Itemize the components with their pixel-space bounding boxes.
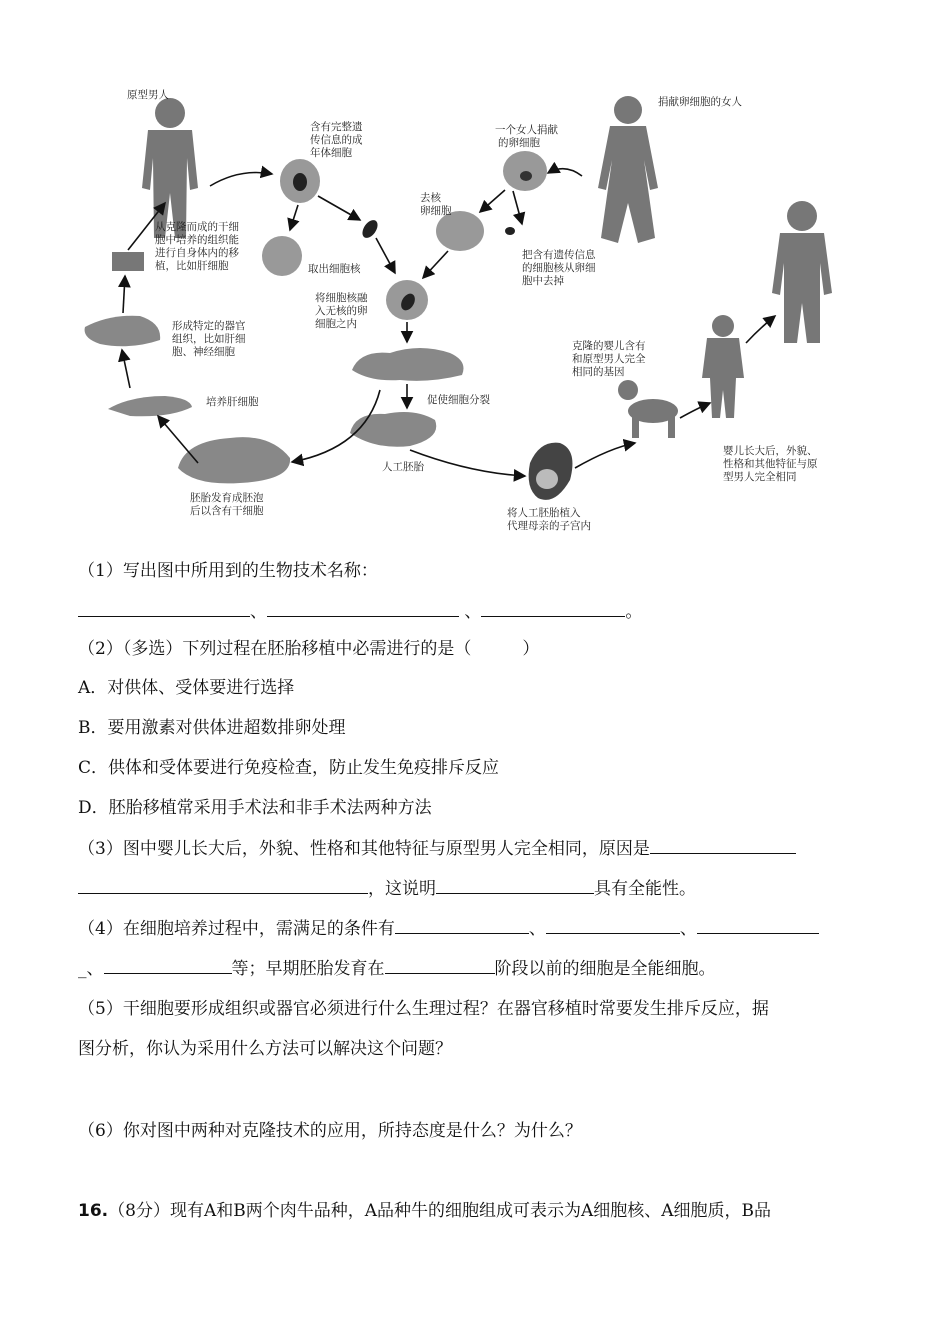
label-somatic-cell-2: 传信息的成 — [310, 134, 363, 146]
period: 。 — [625, 602, 643, 622]
surrogate-uterus — [529, 443, 573, 500]
donated-egg-cell — [503, 151, 547, 191]
label-grown-2: 性格和其他特征与原 — [723, 458, 818, 470]
question-4-line-1 — [78, 917, 819, 940]
answer-blank-4-3[interactable] — [697, 917, 819, 934]
label-egg-donate-2: 的卵细胞 — [498, 137, 540, 149]
label-remove-nucleus-3: 胞中去掉 — [522, 275, 564, 287]
label-somatic-cell-3: 年体细胞 — [310, 147, 352, 159]
label-organ-1: 形成特定的器官 — [172, 320, 246, 332]
dividing-cell-cluster — [352, 348, 464, 381]
label-fuse-2: 入无核的卵 — [315, 305, 368, 317]
question-6: （6）你对图中两种对克隆技术的应用，所持态度是什么？为什么？ — [78, 1121, 582, 1141]
child-figure — [702, 315, 744, 418]
crawling-baby-figure — [618, 380, 678, 438]
label-grown-3: 型男人完全相同 — [723, 471, 797, 483]
cloning-process-diagram — [70, 78, 890, 538]
label-culture-liver: 培养肝细胞 — [206, 396, 259, 408]
label-remove-nucleus-1: 把含有遗传信息 — [522, 249, 596, 261]
enucleated-egg-cell — [436, 211, 484, 251]
label-stem-cell-2: 胞中培养的组织能 — [155, 234, 239, 246]
question-4-text: （4）在细胞培养过程中，需满足的条件有 — [78, 919, 395, 939]
grown-man-figure — [772, 201, 832, 343]
answer-blank-4-4[interactable] — [104, 957, 232, 974]
question-2: （2）（多选）下列过程在胚胎移植中必需进行的是（ ） — [78, 639, 540, 659]
question-3-line-1 — [78, 837, 796, 860]
label-grown-1: 婴儿长大后，外貌、 — [723, 445, 818, 457]
label-fuse-1: 将细胞核融 — [315, 292, 368, 304]
label-cloned-baby-1: 克隆的婴儿含有 — [572, 340, 646, 352]
label-remove-nucleus-2: 的细胞核从卵细 — [522, 262, 596, 274]
option-b[interactable]: B．要用激素对供体进超数排卵处理 — [78, 718, 346, 738]
option-c[interactable]: C．供体和受体要进行免疫检查，防止发生免疫排斥反应 — [78, 758, 500, 778]
separator: 、 — [679, 919, 697, 939]
label-enucleated-1: 去核 — [420, 192, 441, 204]
question-4-text-b3: 阶段以前的细胞是全能细胞。 — [494, 959, 716, 979]
label-stem-cell-1: 从克隆而成的干细 — [155, 221, 239, 233]
answer-blank-3-2[interactable] — [78, 877, 368, 894]
label-implant-2: 代理母亲的子宫内 — [507, 520, 591, 532]
label-stem-cell-4: 植，比如肝细胞 — [155, 260, 229, 272]
liver-cell-culture — [108, 396, 192, 416]
prototype-man-figure — [142, 98, 198, 238]
question-4-text-b2: 等；早期胚胎发育在 — [231, 959, 385, 979]
question-4-line-2 — [78, 957, 716, 980]
answer-blank-3-3[interactable] — [436, 877, 594, 894]
label-take-nucleus: 取出细胞核 — [308, 263, 361, 275]
question-3-text-c: 具有全能性。 — [594, 879, 696, 899]
label-organ-2: 组织，比如肝细 — [172, 333, 246, 345]
label-organ-3: 胞、神经细胞 — [172, 346, 235, 358]
cell-without-nucleus — [262, 236, 302, 276]
label-donor-woman: 捐献卵细胞的女人 — [658, 96, 742, 108]
label-cloned-baby-2: 和原型男人完全 — [572, 353, 646, 365]
artificial-embryo-cluster — [350, 412, 436, 447]
question-4-text-b1: _、 — [78, 959, 104, 979]
label-artificial-embryo: 人工胚胎 — [382, 461, 424, 473]
answer-blank-4-1[interactable] — [395, 917, 529, 934]
answer-blank-1-3[interactable] — [481, 600, 625, 617]
label-cloned-baby-3: 相同的基因 — [572, 366, 625, 378]
label-stem-cell-3: 进行自身体内的移 — [155, 247, 239, 259]
label-promote-division: 促使细胞分裂 — [427, 394, 490, 406]
label-egg-donate-1: 一个女人捐献 — [495, 124, 558, 136]
question-5-line-2: 图分析，你认为采用什么方法可以解决这个问题？ — [78, 1039, 452, 1059]
organ-tissue — [85, 316, 161, 347]
label-blastocyst-1: 胚胎发育成胚泡 — [190, 492, 264, 504]
question-1-answers — [78, 600, 642, 623]
answer-blank-4-5[interactable] — [385, 957, 495, 974]
label-prototype-man: 原型男人 — [127, 89, 169, 101]
question-16-number: 16. — [78, 1201, 109, 1221]
separator: 、 — [528, 919, 546, 939]
question-3-text-b: ，这说明 — [368, 879, 436, 899]
question-16-text: （8分）现有A和B两个肉牛品种，A品种牛的细胞组成可表示为A细胞核、A细胞质，B品 — [108, 1201, 772, 1221]
answer-blank-4-2[interactable] — [546, 917, 680, 934]
question-1: （1）写出图中所用到的生物技术名称： — [78, 561, 378, 581]
donor-woman-figure — [598, 96, 658, 243]
label-fuse-3: 细胞之内 — [315, 318, 357, 330]
question-3-line-2 — [78, 877, 696, 900]
separator: 、 — [250, 602, 267, 622]
label-implant-1: 将人工胚胎植入 — [507, 507, 581, 519]
label-enucleated-2: 卵细胞 — [420, 205, 452, 217]
question-3-text: （3）图中婴儿长大后，外貌、性格和其他特征与原型男人完全相同，原因是 — [78, 839, 650, 859]
question-16 — [78, 1200, 771, 1222]
label-somatic-cell-1: 含有完整遗 — [310, 121, 363, 133]
separator: 、 — [459, 602, 482, 622]
removed-nucleus — [505, 227, 515, 235]
answer-blank-3-1[interactable] — [650, 837, 796, 854]
option-d[interactable]: D．胚胎移植常采用手术法和非手术法两种方法 — [78, 798, 432, 818]
fused-cell — [386, 280, 428, 320]
somatic-cell — [280, 159, 320, 203]
transplant-tissue-block — [112, 252, 144, 271]
question-5-line-1: （5）干细胞要形成组织或器官必须进行什么生理过程？在器官移植时常要发生排斥反应，据 — [78, 999, 769, 1019]
extracted-nucleus — [359, 217, 380, 240]
option-a[interactable]: A．对供体、受体要进行选择 — [78, 678, 295, 698]
label-blastocyst-2: 后以含有干细胞 — [190, 505, 264, 517]
answer-blank-1-2[interactable] — [267, 600, 459, 617]
answer-blank-1-1[interactable] — [78, 600, 250, 617]
